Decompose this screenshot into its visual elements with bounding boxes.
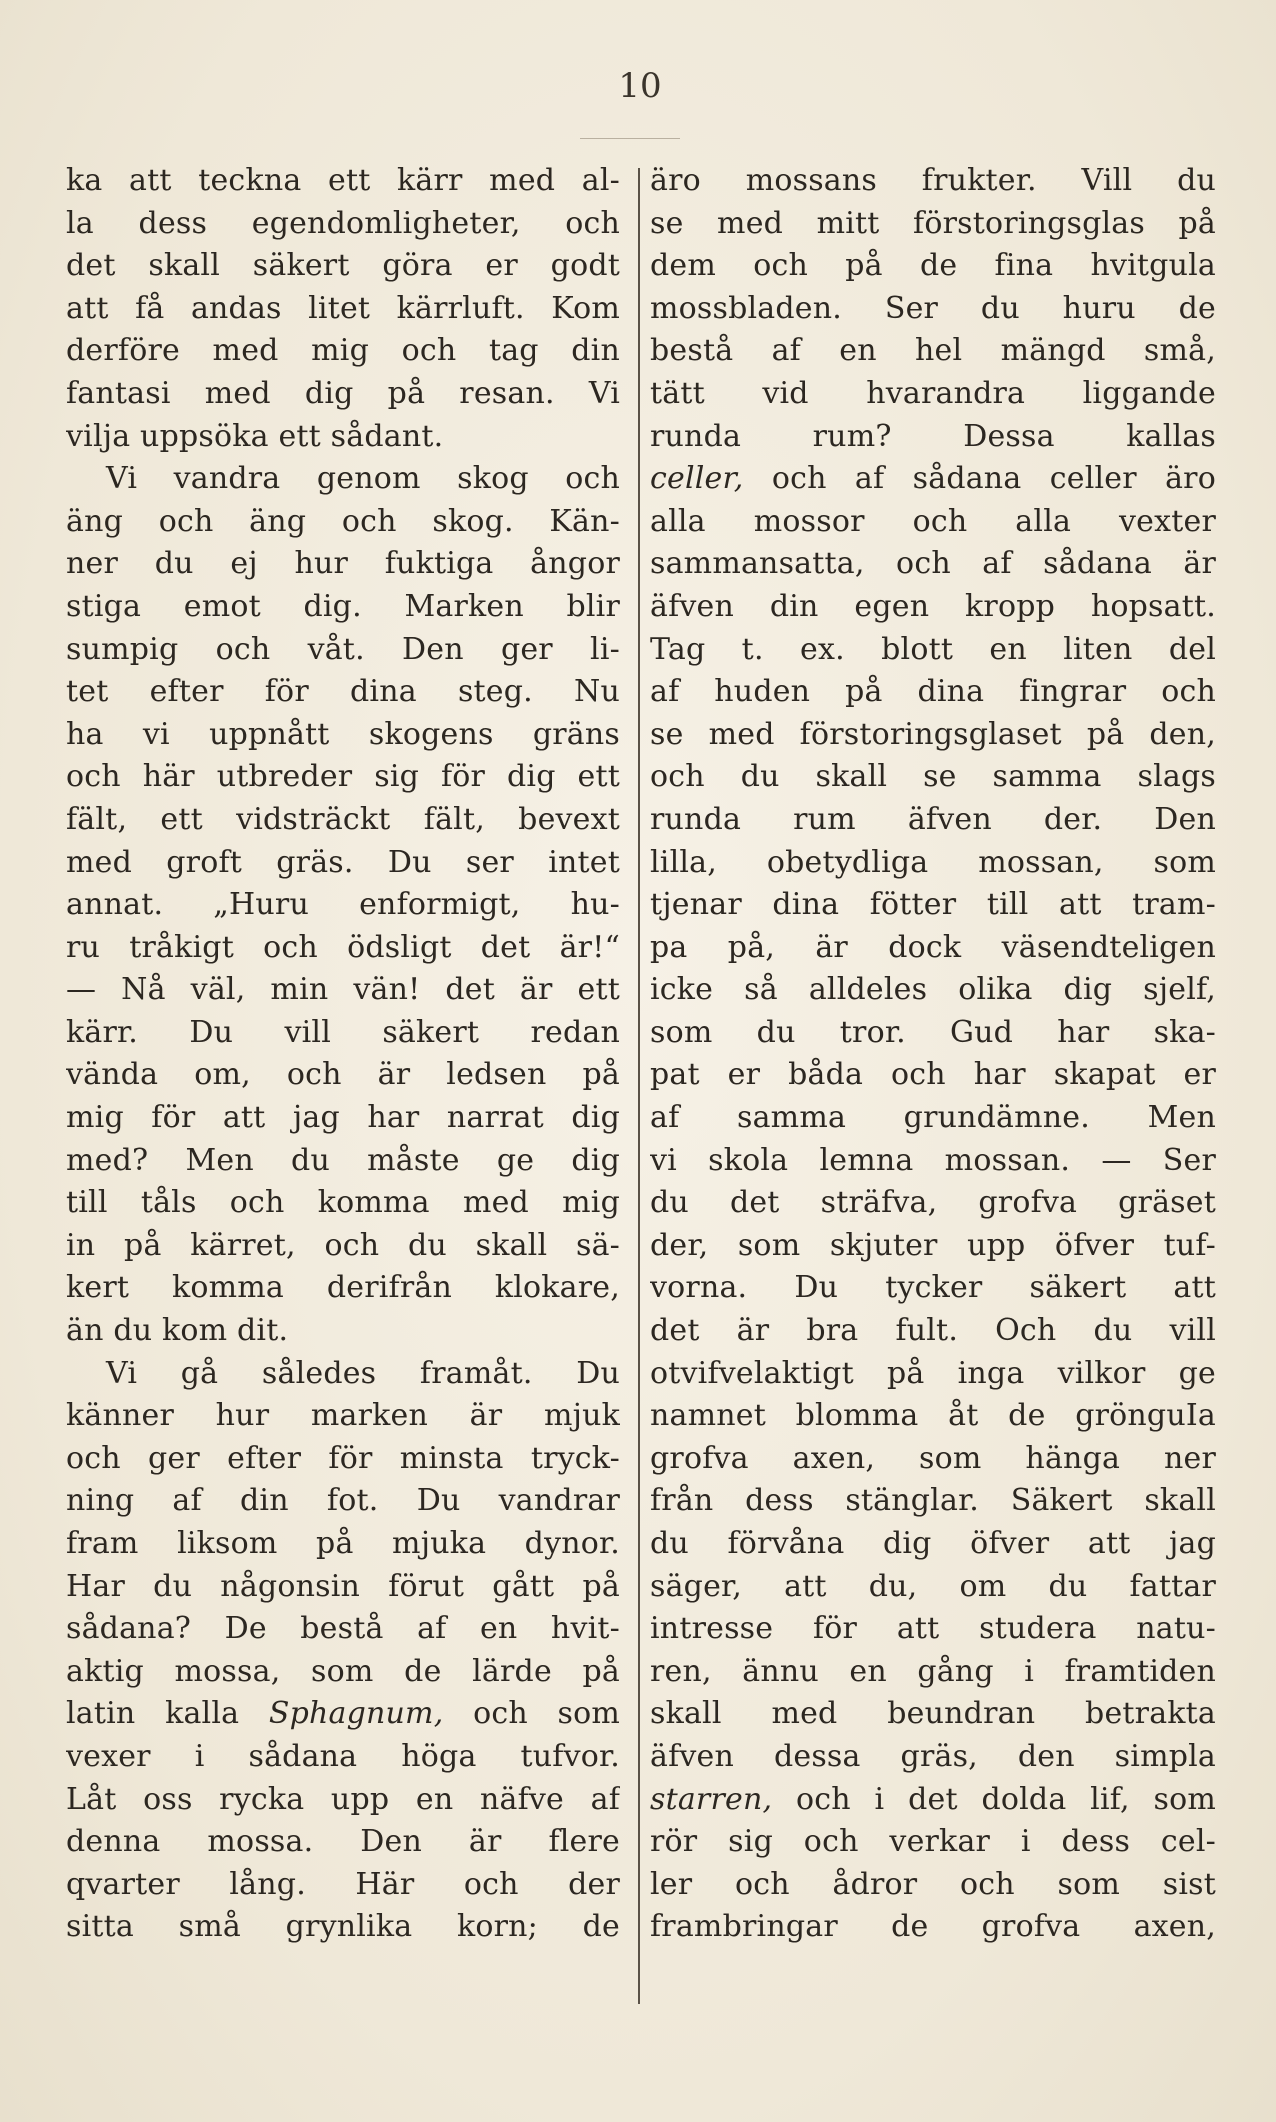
text-line: fantasi med dig på resan. Vi [66, 375, 620, 411]
text-line: sammansatta, och af sådana är [650, 546, 1216, 582]
text-line: bestå af en hel mängd små, [650, 333, 1216, 369]
text-line: alla mossor och alla vexter [650, 503, 1216, 539]
right-text-column [650, 160, 1216, 1949]
text-line: vilja uppsöka ett sådant. [66, 418, 444, 454]
text-line: sumpig och våt. Den ger li- [66, 631, 620, 667]
text-line: ning af din fot. Du vandrar [66, 1483, 620, 1519]
text-line: kert komma derifrån klokare, [66, 1270, 620, 1306]
text-line: der, som skjuter upp öfver tuf- [650, 1227, 1216, 1263]
text-segment: och som [473, 1696, 620, 1732]
text-line: kärr. Du vill säkert redan [66, 1014, 620, 1050]
text-line: dem och på de fina hvitgula [650, 248, 1216, 284]
text-line: skall med beundran betrakta [650, 1696, 1216, 1732]
text-line: äng och äng och skog. Kän- [66, 503, 620, 539]
text-line: Vi gå således framåt. Du [106, 1355, 620, 1391]
text-line: ha vi uppnått skogens gräns [66, 716, 620, 752]
text-line: ler och ådror och som sist [650, 1866, 1216, 1902]
text-line: fält, ett vidsträckt fält, bevext [66, 801, 620, 837]
text-line: af huden på dina fingrar och [650, 674, 1216, 710]
text-line: äfven dessa gräs, den simpla [650, 1738, 1216, 1774]
text-line: som du tror. Gud har ska- [650, 1014, 1216, 1050]
text-line [66, 1693, 620, 1736]
text-line: derföre med mig och tag din [66, 333, 620, 369]
text-line: Tag t. ex. blott en liten del [650, 631, 1216, 667]
text-line: intresse för att studera natu- [650, 1611, 1216, 1647]
text-line: ru tråkigt och ödsligt det är!“ [66, 929, 620, 965]
text-line: runda rum äfven der. Den [650, 801, 1216, 837]
text-segment: och af sådana celler äro [771, 461, 1216, 497]
text-line: stiga emot dig. Marken blir [66, 588, 620, 624]
text-line: äfven din egen kropp hopsatt. [650, 588, 1216, 624]
text-line: och du skall se samma slags [650, 759, 1216, 795]
text-segment: latin kalla [66, 1696, 240, 1732]
text-line: mig för att jag har narrat dig [66, 1100, 620, 1136]
left-text-column [66, 160, 620, 1949]
text-line: vorna. Du tycker säkert att [650, 1270, 1216, 1306]
text-line [650, 1779, 1216, 1822]
text-line: rör sig och verkar i dess cel- [650, 1824, 1216, 1860]
text-line: se med mitt förstoringsglas på [650, 205, 1216, 241]
text-line: mossbladen. Ser du huru de [650, 290, 1216, 326]
text-line: icke så alldeles olika dig sjelf, [650, 972, 1216, 1008]
text-line: ren, ännu en gång i framtiden [650, 1653, 1216, 1689]
header-rule [580, 138, 680, 139]
text-line: Låt oss rycka upp en näfve af [66, 1781, 620, 1817]
text-line: se med förstoringsglaset på den, [650, 716, 1216, 752]
text-line: Har du någonsin förut gått på [66, 1568, 620, 1604]
text-line: aktig mossa, som de lärde på [66, 1653, 620, 1689]
text-line: du det sträfva, grofva gräset [650, 1185, 1216, 1221]
text-line: med groft gräs. Du ser intet [66, 844, 620, 880]
text-line: — Nå väl, min vän! det är ett [66, 972, 620, 1008]
text-line: runda rum? Dessa kallas [650, 418, 1216, 454]
text-line: fram liksom på mjuka dynor. [66, 1526, 620, 1561]
text-line: af samma grundämne. Men [650, 1100, 1216, 1136]
text-line: med? Men du måste ge dig [66, 1142, 620, 1178]
text-line: från dess stänglar. Säkert skall [650, 1483, 1216, 1519]
text-line: tet efter för dina steg. Nu [66, 674, 620, 710]
text-line: känner hur marken är mjuk [66, 1398, 620, 1434]
text-line: lilla, obetydliga mossan, som [650, 844, 1216, 880]
text-line: annat. „Huru enformigt, hu- [66, 887, 620, 923]
text-line: sitta små grynlika korn; de [66, 1909, 620, 1945]
text-line: till tåls och komma med mig [66, 1185, 620, 1221]
text-line: pa på, är dock väsendteligen [650, 929, 1216, 965]
text-line: och ger efter för minsta tryck- [66, 1440, 620, 1476]
text-line: vexer i sådana höga tufvor. [66, 1738, 620, 1774]
text-line: sådana? De bestå af en hvit- [66, 1611, 620, 1647]
text-line: tätt vid hvarandra liggande [650, 375, 1216, 411]
text-line: in på kärret, och du skall sä- [66, 1227, 620, 1263]
text-line: qvarter lång. Här och der [66, 1866, 620, 1902]
text-line: namnet blomma åt de grönguIa [650, 1398, 1216, 1434]
text-line: tjenar dina fötter till att tram- [650, 887, 1216, 923]
text-segment: och i det dolda lif, som [796, 1781, 1216, 1817]
text-line: du förvåna dig öfver att jag [650, 1526, 1216, 1561]
text-line: än du kom dit. [66, 1313, 289, 1349]
text-line: grofva axen, som hänga ner [650, 1440, 1216, 1476]
text-line: ner du ej hur fuktiga ångor [66, 546, 620, 582]
text-line: det skall säkert göra er godt [66, 248, 620, 284]
text-line: ka att teckna ett kärr med al- [66, 163, 620, 198]
text-line: det är bra fult. Och du vill [650, 1313, 1216, 1349]
column-divider [638, 168, 640, 2004]
text-line: säger, att du, om du fattar [650, 1568, 1216, 1604]
latin-term: Sphagnum, [268, 1696, 444, 1732]
text-line: att få andas litet kärrluft. Kom [66, 290, 620, 326]
page-number: 10 [618, 66, 662, 106]
text-line [650, 458, 1216, 501]
text-line: frambringar de grofva axen, [650, 1909, 1216, 1945]
text-line: vi skola lemna mossan. — Ser [650, 1142, 1216, 1178]
text-line: denna mossa. Den är flere [66, 1824, 620, 1860]
text-line: och här utbreder sig för dig ett [66, 759, 620, 795]
text-line: Vi vandra genom skog och [106, 461, 620, 497]
text-line: äro mossans frukter. Vill du [650, 163, 1216, 198]
text-line: la dess egendomligheter, och [66, 205, 620, 241]
text-line: vända om, och är ledsen på [66, 1057, 620, 1093]
text-line: pat er båda och har skapat er [650, 1057, 1216, 1093]
italic-term: celler, [650, 461, 744, 497]
text-line: otvifvelaktigt på inga vilkor ge [650, 1355, 1216, 1391]
italic-term: starren, [650, 1781, 773, 1817]
